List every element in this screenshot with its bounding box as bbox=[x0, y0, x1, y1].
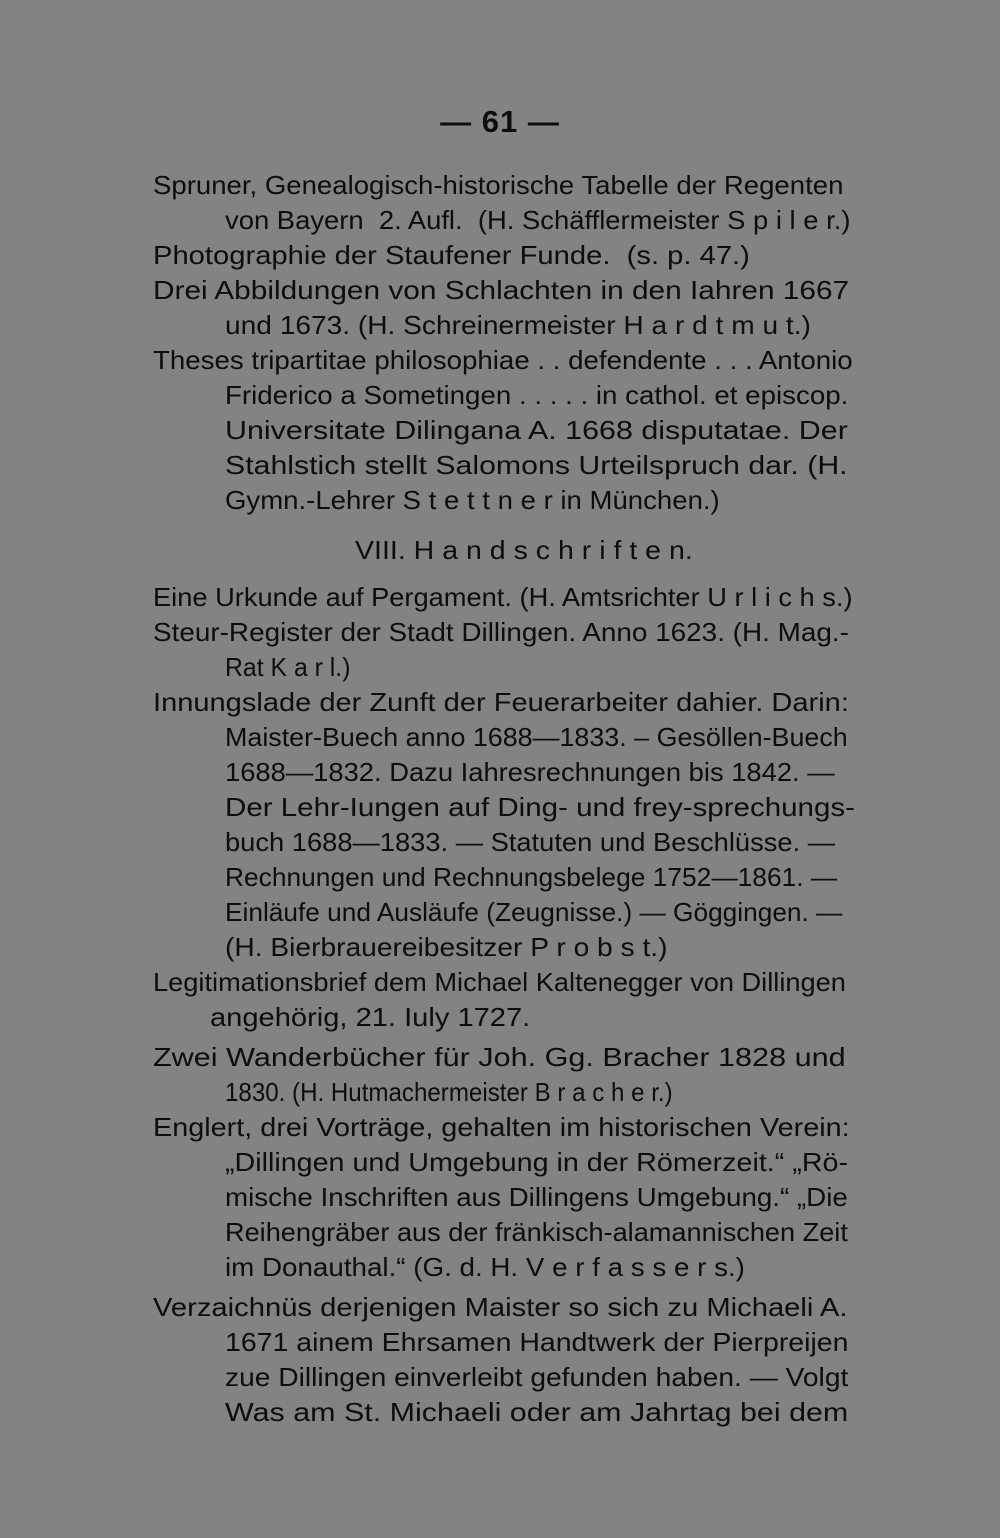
text-line: mische Inschriften aus Dillingens Umgebung.“ „Die bbox=[225, 1182, 848, 1212]
text-line: Rechnungen und Rechnungsbelege 1752—1861. — bbox=[225, 862, 838, 892]
text-line: Innungslade der Zunft der Feuerarbeiter dahier. Darin: bbox=[153, 687, 849, 717]
text-line: Reihengräber aus der fränkisch-alamannischen Zeit bbox=[225, 1217, 848, 1247]
text-line: Friderico a Sometingen . . . . . in cathol. et episcop. bbox=[225, 380, 849, 410]
text-line: Gymn.-Lehrer S t e t t n e r in München.) bbox=[225, 485, 720, 515]
text-line: Verzaichnüs derjenigen Maister so sich zu Michaeli A. bbox=[153, 1292, 848, 1322]
text-line: Der Lehr-Iungen auf Ding- und frey-sprechungs- bbox=[225, 792, 855, 822]
text-line: Rat K a r l.) bbox=[225, 652, 351, 682]
text-line: Zwei Wanderbücher für Joh. Gg. Bracher 1828 und bbox=[153, 1042, 846, 1072]
text-line: und 1673. (H. Schreinermeister H a r d t m u t.) bbox=[225, 310, 811, 340]
text-line: Englert, drei Vorträge, gehalten im historischen Verein: bbox=[153, 1112, 850, 1142]
text-line: Maister-Buech anno 1688—1833. – Gesöllen-Buech bbox=[225, 722, 848, 752]
text-line: im Donauthal.“ (G. d. H. V e r f a s s e r s.) bbox=[225, 1252, 745, 1282]
text-line: angehörig, 21. Iuly 1727. bbox=[210, 1002, 531, 1032]
text-line: zue Dillingen einverleibt gefunden haben. — Volgt bbox=[225, 1362, 849, 1392]
text-line: 1671 ainem Ehrsamen Handtwerk der Pierpreijen bbox=[225, 1327, 849, 1357]
text-line: Spruner, Genealogisch-historische Tabelle der Regenten bbox=[153, 170, 844, 200]
text-line: „Dillingen und Umgebung in der Römerzeit.“ „Rö- bbox=[225, 1147, 849, 1177]
text-line: Theses tripartitae philosophiae . . defendente . . . Antonio bbox=[153, 345, 853, 375]
text-line: Einläufe und Ausläufe (Zeugnisse.) — Göggingen. — bbox=[225, 897, 843, 927]
text-line: 1830. (H. Hutmachermeister B r a c h e r.) bbox=[225, 1077, 673, 1107]
section-heading: VIII. H a n d s c h r i f t e n. bbox=[355, 535, 693, 565]
text-line: Photographie der Staufener Funde. (s. p. 47.) bbox=[153, 240, 750, 270]
text-line: 1688—1832. Dazu Iahresrechnungen bis 1842. — bbox=[225, 757, 835, 787]
text-line: Universitate Dilingana A. 1668 disputatae. Der bbox=[225, 415, 848, 445]
text-line: Steur-Register der Stadt Dillingen. Anno 1623. (H. Mag.- bbox=[153, 617, 849, 647]
text-line: Was am St. Michaeli oder am Jahrtag bei dem bbox=[225, 1397, 849, 1427]
page-number: — 61 — bbox=[440, 104, 560, 139]
text-line: buch 1688—1833. — Statuten und Beschlüsse. — bbox=[225, 827, 836, 857]
text-line: von Bayern 2. Aufl. (H. Schäfflermeister S p i l e r.) bbox=[225, 205, 851, 235]
text-line: Legitimationsbrief dem Michael Kaltenegger von Dillingen bbox=[153, 967, 846, 997]
text-line: (H. Bierbrauereibesitzer P r o b s t.) bbox=[225, 932, 668, 962]
text-line: Stahlstich stellt Salomons Urteilspruch dar. (H. bbox=[225, 450, 848, 480]
text-line: Drei Abbildungen von Schlachten in den Iahren 1667 bbox=[153, 275, 850, 305]
text-line: Eine Urkunde auf Pergament. (H. Amtsrichter U r l i c h s.) bbox=[153, 582, 853, 612]
